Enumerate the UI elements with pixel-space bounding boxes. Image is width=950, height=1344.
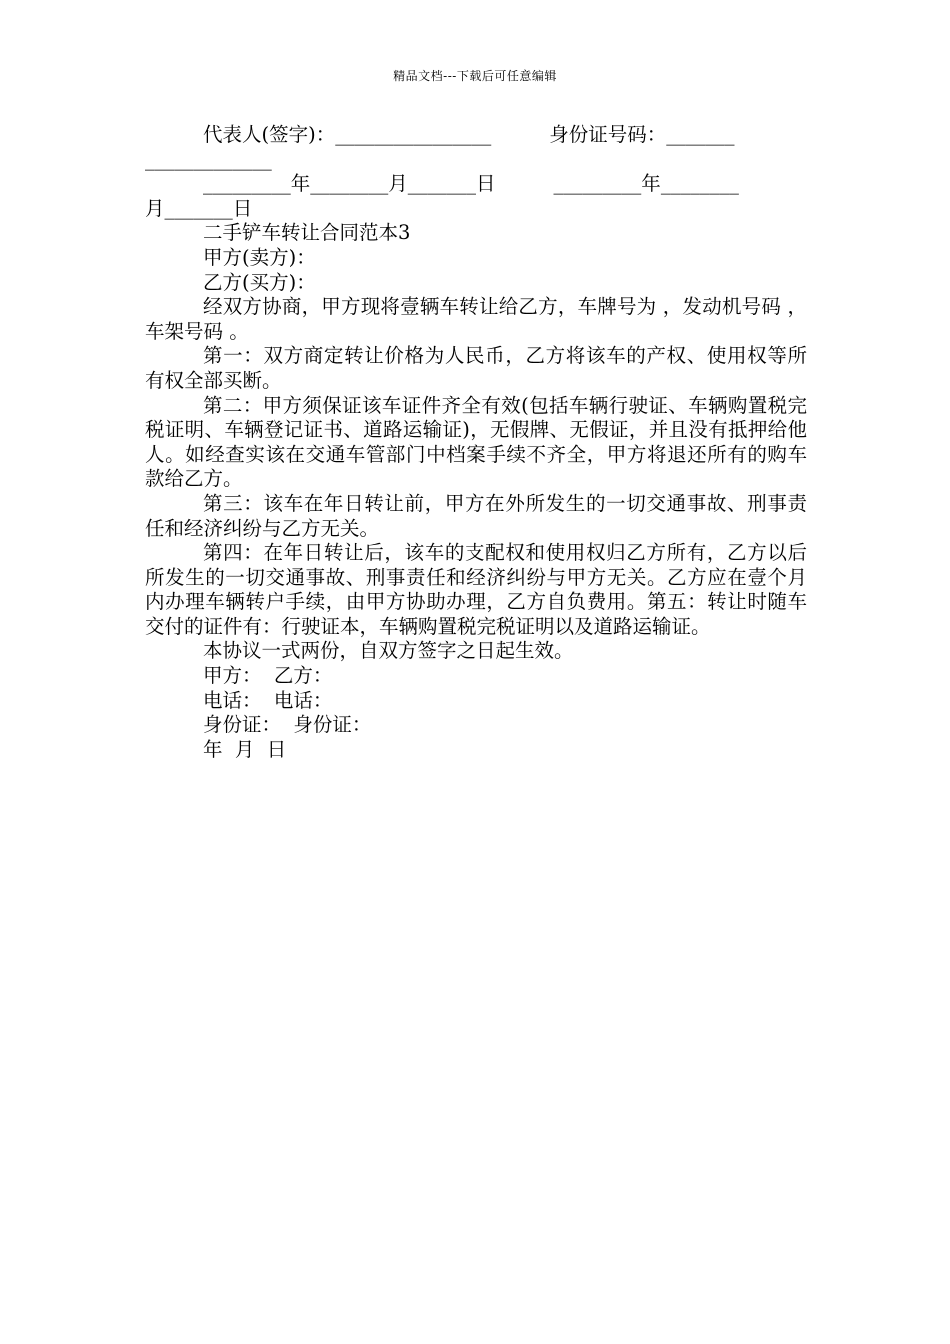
- date2-day-label: 日: [232, 196, 253, 220]
- clause-2: 第二：甲方须保证该车证件齐全有效(包括车辆行驶证、车辆购置税完税证明、车辆登记证书、道路运输证)，无假牌、无假证，并且没有抵押给他人。如经查实该在交通车管部门中档案手续不齐全，甲方将退还所有的购车款给乙方。: [145, 393, 807, 491]
- date2-year-label: 年: [641, 172, 661, 196]
- representative-label: 代表人(签字)：: [203, 123, 336, 146]
- date-line-continued: [145, 197, 807, 222]
- id-party-a: 身份证：: [203, 713, 282, 737]
- id-number-blank: _______: [666, 123, 735, 146]
- date1-month-label: 月: [388, 172, 408, 196]
- date2-day-blank: _______: [164, 196, 233, 220]
- date1-year-blank: _________: [203, 172, 291, 196]
- signature-ids: [145, 713, 807, 738]
- page-header: 精品文档---下载后可任意编辑: [393, 69, 557, 83]
- date-line: [145, 172, 807, 197]
- document-body: [145, 123, 807, 762]
- clause-1: 第一：双方商定转让价格为人民币，乙方将该车的产权、使用权等所有权全部买断。: [145, 344, 807, 392]
- clause-4-5: 第四：在年日转让后，该车的支配权和使用权归乙方所有，乙方以后所发生的一切交通事故、刑事责任和经济纠纷与甲方无关。乙方应在壹个月内办理车辆转户手续，由甲方协助办理，乙方自负费用。第五：转让时随车交付的证件有：行驶证本，车辆购置税完税证明以及道路运输证。: [145, 541, 807, 638]
- date2-month-label: 月: [145, 196, 165, 220]
- clause-3: 第三：该车在年日转让前，甲方在外所发生的一切交通事故、刑事责任和经济纠纷与乙方无关。: [145, 491, 807, 540]
- date1-day-blank: _______: [407, 172, 477, 196]
- signature-date: 年 月 日: [203, 737, 287, 761]
- signature-phones: [145, 689, 807, 714]
- date2-year-blank: _________: [553, 172, 642, 196]
- date1-month-blank: ________: [310, 172, 389, 196]
- party-a-label: 甲方(卖方)：: [203, 245, 316, 269]
- date2-month-blank: ________: [660, 172, 739, 196]
- id-number-blank-continued: _____________: [145, 147, 272, 171]
- sig-party-a: 甲方：: [203, 664, 262, 688]
- id-party-b: 身份证：: [293, 713, 372, 737]
- date1-year-label: 年: [290, 172, 311, 196]
- signature-parties: [145, 664, 807, 689]
- tel-party-a: 电话：: [203, 688, 262, 712]
- clause-intro: 经双方协商，甲方现将壹辆车转让给乙方，车牌号为 ，发动机号码 ，车架号码 。: [145, 295, 807, 343]
- contract-title: 二手铲车转让合同范本3: [203, 221, 411, 245]
- date1-day-label: 日: [476, 172, 496, 196]
- party-b-label: 乙方(买方)：: [203, 270, 316, 294]
- representative-blank: ________________: [335, 123, 492, 146]
- tel-party-b: 电话：: [273, 688, 333, 712]
- clause-effective: 本协议一式两份，自双方签字之日起生效。: [203, 639, 574, 663]
- id-number-label: 身份证号码：: [549, 123, 667, 146]
- sig-party-b: 乙方：: [273, 664, 333, 688]
- signature-line: [145, 123, 807, 148]
